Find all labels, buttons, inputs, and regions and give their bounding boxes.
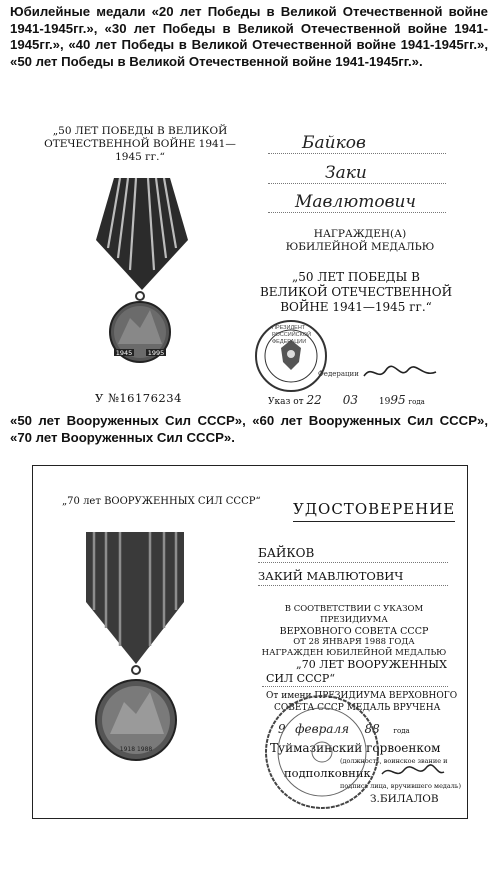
- doc2-position-caption: (должность, воинское звание и: [340, 757, 448, 765]
- doc2-date-year: 88: [364, 722, 380, 736]
- doc2-commissariat: Туймазинский горвоенком: [270, 741, 441, 755]
- doc1-signature: [360, 362, 440, 384]
- doc1-decree-day: 22: [306, 393, 322, 407]
- doc1-surname: Байков: [302, 133, 366, 153]
- doc2-date-suffix: года: [393, 727, 410, 735]
- doc2-line3: ОТ 28 ЯНВАРЯ 1988 ГОДА: [293, 637, 415, 647]
- doc1-decree-label: Указ от: [268, 397, 304, 407]
- doc1-surname-line: [268, 153, 446, 154]
- doc1-decree-month: 03: [342, 393, 358, 407]
- doc1-decree-suffix: года: [408, 398, 425, 406]
- doc2-medal-name-1: „70 ЛЕТ ВООРУЖЕННЫХ: [296, 658, 447, 671]
- doc2-full-name: ЗАКИЙ МАВЛЮТОВИЧ: [258, 569, 404, 583]
- doc2-handed-1: От имени ПРЕЗИДИУМА ВЕРХОВНОГО: [266, 691, 458, 701]
- doc2-line2: ВЕРХОВНОГО СОВЕТА СССР: [279, 626, 429, 637]
- doc2-date-month: февраля: [295, 722, 350, 736]
- header-mid-text: «50 лет Вооруженных Сил СССР», «60 лет Вооруженных Сил СССР», «70 лет Вооруженных Сил СССР».: [10, 413, 488, 445]
- doc2-rank: подполковник: [284, 766, 371, 780]
- doc2-military-stamp: [262, 692, 382, 812]
- doc2-signature: [380, 762, 446, 782]
- doc1-patronymic: Мавлютович: [295, 192, 417, 212]
- doc2-date-day: 9: [278, 722, 286, 736]
- doc2-handed-2: СОВЕТА СССР МЕДАЛЬ ВРУЧЕНА: [274, 703, 441, 713]
- doc1-decree-year-prefix: 19: [378, 397, 391, 407]
- doc1-medal-year-left: 1945: [115, 349, 133, 357]
- doc2-line1: В СООТВЕТСТВИИ С УКАЗОМ ПРЕЗИДИУМА: [284, 604, 424, 625]
- doc1-medal-name: „50 ЛЕТ ПОБЕДЫ В ВЕЛИКОЙ ОТЕЧЕСТВЕННОЙ ВОЙНЕ 1941—1945 гг.“: [259, 270, 453, 314]
- doc2-medal-name-2: СИЛ СССР“: [266, 672, 335, 685]
- doc2-medal-name-line: [262, 686, 448, 687]
- doc2-decree-block: [254, 604, 454, 659]
- doc1-decree-year: 95: [390, 393, 406, 407]
- doc1-medal-year-right: 1995: [147, 349, 165, 357]
- doc1-patronymic-line: [268, 212, 446, 213]
- doc1-name-line: [268, 183, 446, 184]
- doc1-awarded-line2: ЮБИЛЕЙНОЙ МЕДАЛЬЮ: [285, 241, 435, 253]
- doc2-medal-image: [80, 532, 190, 772]
- doc2-surname: БАЙКОВ: [258, 546, 315, 560]
- doc1-awarded-block: [270, 228, 450, 254]
- doc2-surname-line: [258, 562, 448, 563]
- header-top-text: Юбилейные медали «20 лет Победы в Великой Отечественной войне 1941-1945гг.», «30 лет Победы в Великой Отечественной войне 1941-1945гг.», «40 лет Победы в Великой Отечественной войне 1941-1945гг.», «50 лет Победы в Великой Отечественной войне 1941-1945гг.».: [10, 4, 488, 69]
- doc2-line4: НАГРАЖДЕН ЮБИЛЕЙНОЙ МЕДАЛЬЮ: [261, 648, 447, 658]
- doc1-awarded-line1: НАГРАЖДЕН(А): [313, 228, 407, 240]
- doc1-name: Заки: [325, 163, 367, 183]
- doc1-decree-line: [268, 393, 448, 407]
- doc1-medal-image: [92, 178, 192, 378]
- doc2-title: УДОСТОВЕРЕНИЕ: [293, 500, 455, 522]
- doc1-serial-number: У №16176234: [95, 391, 182, 405]
- doc1-federation-label: Федерации: [318, 370, 359, 378]
- doc1-stamp-text: ПРЕЗИДЕНТ РОССИЙСКОЙ ФЕДЕРАЦИИ: [272, 325, 312, 345]
- doc1-medal-title: „50 ЛЕТ ПОБЕДЫ В ВЕЛИКОЙ ОТЕЧЕСТВЕННОЙ ВОЙНЕ 1941—1945 гг.“: [44, 125, 236, 163]
- doc2-medal-title: „70 лет ВООРУЖЕННЫХ СИЛ СССР“: [62, 496, 261, 507]
- doc2-signer: З.БИЛАЛОВ: [370, 793, 439, 805]
- doc2-medal-years: 1918 1988: [119, 746, 153, 753]
- doc2-name-line: [258, 585, 448, 586]
- doc2-sign-caption: подпись лица, вручившего медаль): [340, 782, 461, 790]
